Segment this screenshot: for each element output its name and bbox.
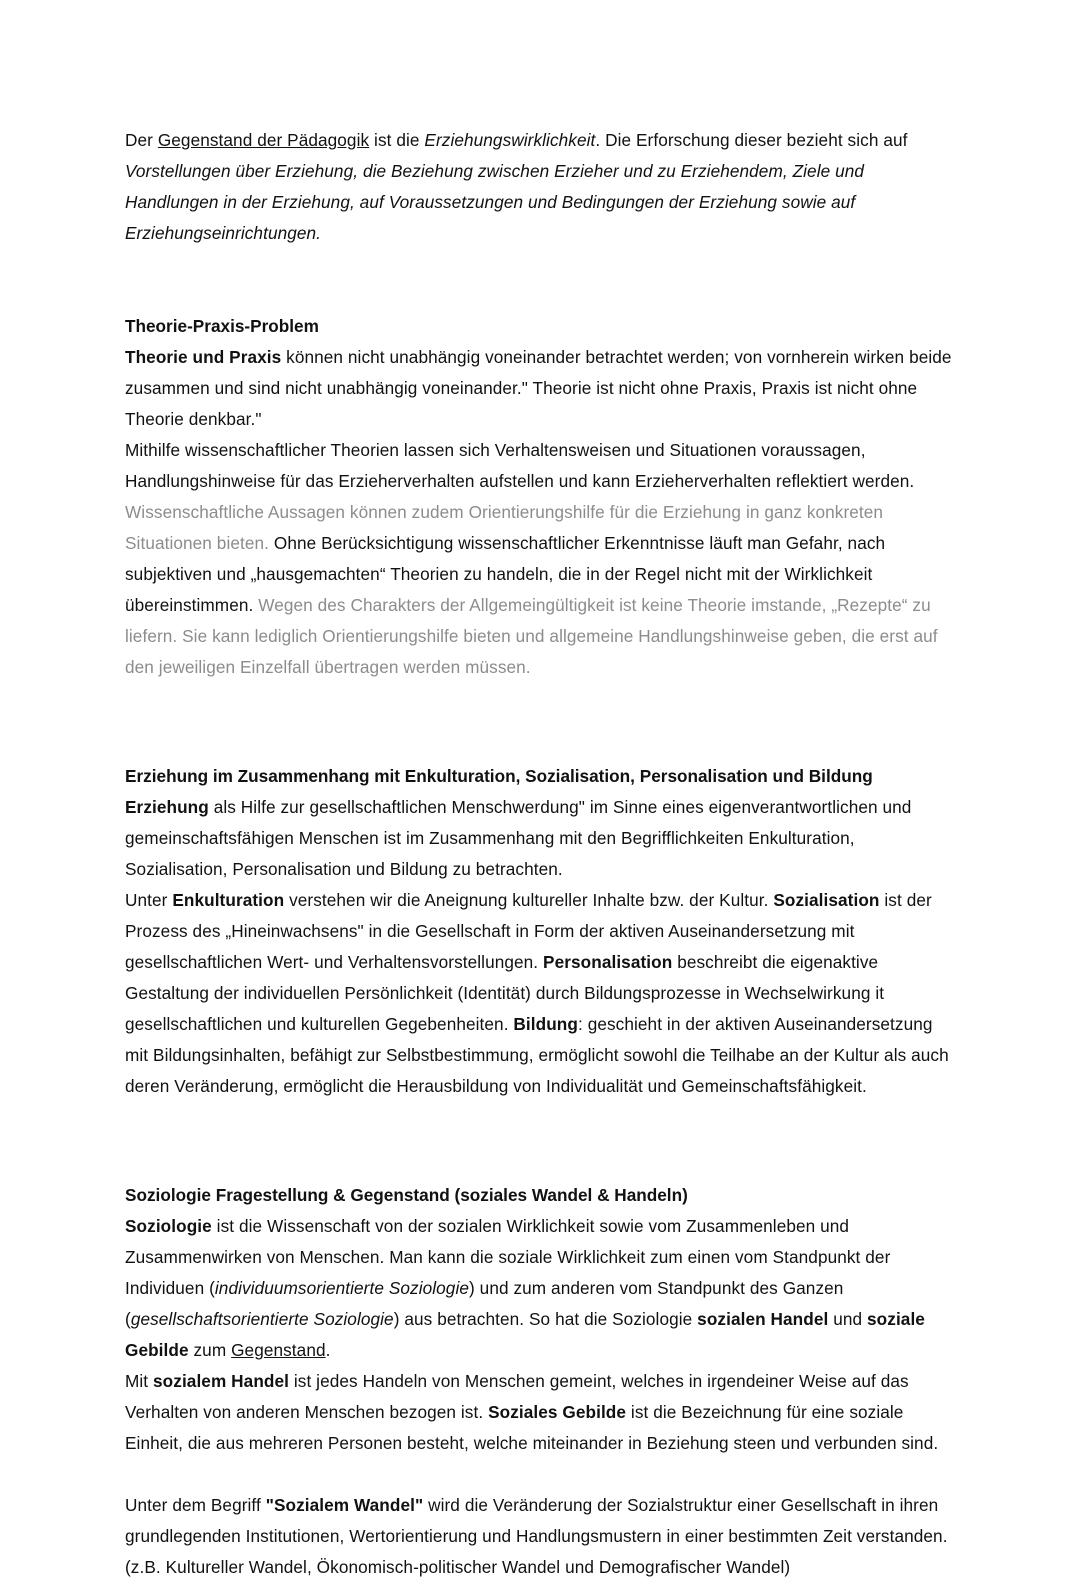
term-erziehung: Erziehung (125, 797, 209, 817)
term-soziales-gebilde: Soziales Gebilde (488, 1402, 627, 1422)
erz2-segment-e: ist der Prozess des „Hineinwachsens" in die Gesellschaft in Form der aktiven Auseinandersetzung mit gesellschaftlichen Wert- und Verhaltensvorstellungen. (125, 890, 932, 972)
erz2-segment-i: : geschieht in der aktiven Auseinandersetzung mit Bildungsinhalten, befähigt zur Selbstbestimmung, ermöglicht sowohl die Teilhabe an der Kultur als auch deren Veränderung, ermöglicht die Herausbildung von Individualität und Gemeinschaftsfähigkeit. (125, 1014, 949, 1096)
soz1-segment-f: ) aus betrachten. So hat die Soziologie (393, 1309, 698, 1329)
paragraph-erziehung-1-rest: als Hilfe zur gesellschaftlichen Menschwerdung" im Sinne eines eigenverantwortlichen und gemeinschaftsfähigen Menschen ist im Zusammenhang mit den Begrifflichkeiten Enkulturation, Sozialisation, Personalisation und Bildung zu betrachten. (125, 797, 912, 879)
paragraph-theorie-praxis-1-rest: können nicht unabhängig voneinander betrachtet werden; von vornherein wirken beide zusammen und sind nicht unabhängig voneinander." Theorie ist nicht ohne Praxis, Praxis ist nicht ohne Theorie denkbar." (125, 347, 952, 429)
spacer-before-sozialer-wandel (125, 1459, 953, 1490)
paragraph-soziologie-2 (125, 1366, 953, 1459)
section-theorie-praxis (125, 311, 953, 683)
soz1-segment-l: . (325, 1340, 331, 1360)
tp2-segment-a: Mithilfe wissenschaftlicher Theorien lassen sich Verhaltensweisen und Situationen voraussagen, Handlungshinweise für das Erzieherverhalten aufstellen und kann Erzieherverhalten reflektiert werden. (125, 440, 915, 491)
term-personalisation: Personalisation (543, 952, 673, 972)
spacer-after-intro (125, 249, 953, 311)
intro-text-italic-tail: Vorstellungen über Erziehung, die Beziehung zwischen Erzieher und zu Erziehendem, Ziele und Handlungen in der Erziehung, auf Voraussetzungen und Bedingungen der Erziehung sowie auf Erziehungseinrichtungen. (125, 161, 865, 243)
paragraph-sozialer-wandel (125, 1490, 953, 1583)
term-gegenstand: Gegenstand (231, 1340, 326, 1360)
erz2-segment-a: Unter (125, 890, 173, 910)
paragraph-soziologie-1 (125, 1211, 953, 1366)
soz2-segment-c: ist jedes Handeln von Menschen gemeint, welches in irgendeiner Weise auf das Verhalten von anderen Menschen bezogen ist. (125, 1371, 909, 1422)
spacer-after-erziehung (125, 1102, 953, 1180)
intro-text-lead: Der (125, 130, 158, 150)
term-sozialen-handel: sozialen Handel (697, 1309, 829, 1329)
section-soziologie (125, 1180, 953, 1583)
soz2-segment-a: Mit (125, 1371, 154, 1391)
term-gesellschaftsorientierte-soziologie: gesellschaftsorientierte Soziologie (130, 1309, 394, 1329)
erz2-segment-c: verstehen wir die Aneignung kultureller Inhalte bzw. der Kultur. (284, 890, 774, 910)
heading-soziologie-fragestellung: Soziologie Fragestellung & Gegenstand (soziales Wandel & Handeln) (125, 1185, 688, 1205)
term-theorie-und-praxis: Theorie und Praxis (125, 347, 282, 367)
soz3-segment-a: Unter dem Begriff (125, 1495, 266, 1515)
erz2-segment-g: beschreibt die eigenaktive Gestaltung der individuellen Persönlichkeit (Identität) durch Bildungsprozesse in Wechselwirkung it gesellschaftlichen und kulturellen Gegebenheiten. (125, 952, 885, 1034)
term-soziologie: Soziologie (125, 1216, 212, 1236)
document-body (125, 125, 953, 1583)
intro-term-erziehungswirklichkeit: Erziehungswirklichkeit (424, 130, 596, 150)
paragraph-theorie-praxis-1 (125, 342, 953, 435)
term-sozialisation: Sozialisation (773, 890, 880, 910)
soz1-segment-b: ist die Wissenschaft von der sozialen Wirklichkeit sowie vom Zusammenleben und Zusammenwirken von Menschen. Man kann die soziale Wirklichkeit zum einen vom Standpunkt der Individuen ( (125, 1216, 891, 1298)
term-individuumsorientierte-soziologie: individuumsorientierte Soziologie (214, 1278, 469, 1298)
intro-text-mid1: ist die (369, 130, 425, 150)
term-enkulturation: Enkulturation (172, 890, 285, 910)
tp2-segment-c: Ohne Berücksichtigung wissenschaftlicher Erkenntnisse läuft man Gefahr, nach subjektiven und „hausgemachten“ Theorien zu handeln, die in der Regel nicht mit der Wirklichkeit übereinstimmen. (125, 533, 886, 615)
heading-erziehung-zusammenhang: Erziehung im Zusammenhang mit Enkulturation, Sozialisation, Personalisation und Bildung (125, 766, 873, 786)
heading-theorie-praxis-problem: Theorie-Praxis-Problem (125, 316, 319, 336)
soz1-segment-d: ) und zum anderen vom Standpunkt des Ganzen ( (125, 1278, 844, 1329)
term-sozialem-handel: sozialem Handel (153, 1371, 290, 1391)
section-erziehung (125, 761, 953, 1102)
tp2-segment-b-muted: Wissenschaftliche Aussagen können zudem Orientierungshilfe für die Erziehung in ganz konkreten Situationen bieten. (125, 502, 884, 553)
term-sozialem-wandel: "Sozialem Wandel" (265, 1495, 424, 1515)
term-soziale-gebilde: soziale Gebilde (125, 1309, 925, 1360)
intro-term-gegenstand-der-paedagogik: Gegenstand der Pädagogik (157, 130, 370, 150)
intro-text-mid2: . Die Erforschung dieser bezieht sich auf (595, 130, 908, 150)
spacer-after-theorie-praxis (125, 683, 953, 761)
section-gegenstand (125, 125, 953, 249)
paragraph-erziehung-2 (125, 885, 953, 1102)
tp2-segment-d-muted: Wegen des Charakters der Allgemeingültigkeit ist keine Theorie imstande, „Rezepte“ zu liefern. Sie kann lediglich Orientierungshilfe bieten und allgemeine Handlungshinweise geben, die erst auf den jeweiligen Einzelfall übertragen werden müssen. (125, 595, 938, 677)
paragraph-erziehung-1 (125, 792, 953, 885)
soz1-segment-h: und (828, 1309, 868, 1329)
soz3-segment-c: wird die Veränderung der Sozialstruktur einer Gesellschaft in ihren grundlegenden Institutionen, Wertorientierung und Handlungsmustern in einer bestimmten Zeit verstanden. (z.B. Kultureller Wandel, Ökonomisch-politischer Wandel und Demografischer Wandel) (125, 1495, 948, 1577)
term-bildung: Bildung (513, 1014, 578, 1034)
paragraph-theorie-praxis-2 (125, 435, 953, 683)
paragraph-gegenstand (125, 125, 953, 249)
soz2-segment-e: ist die Bezeichnung für eine soziale Einheit, die aus mehreren Personen besteht, welche miteinander in Beziehung steen und verbunden sind. (125, 1402, 939, 1453)
soz1-segment-j: zum (188, 1340, 232, 1360)
